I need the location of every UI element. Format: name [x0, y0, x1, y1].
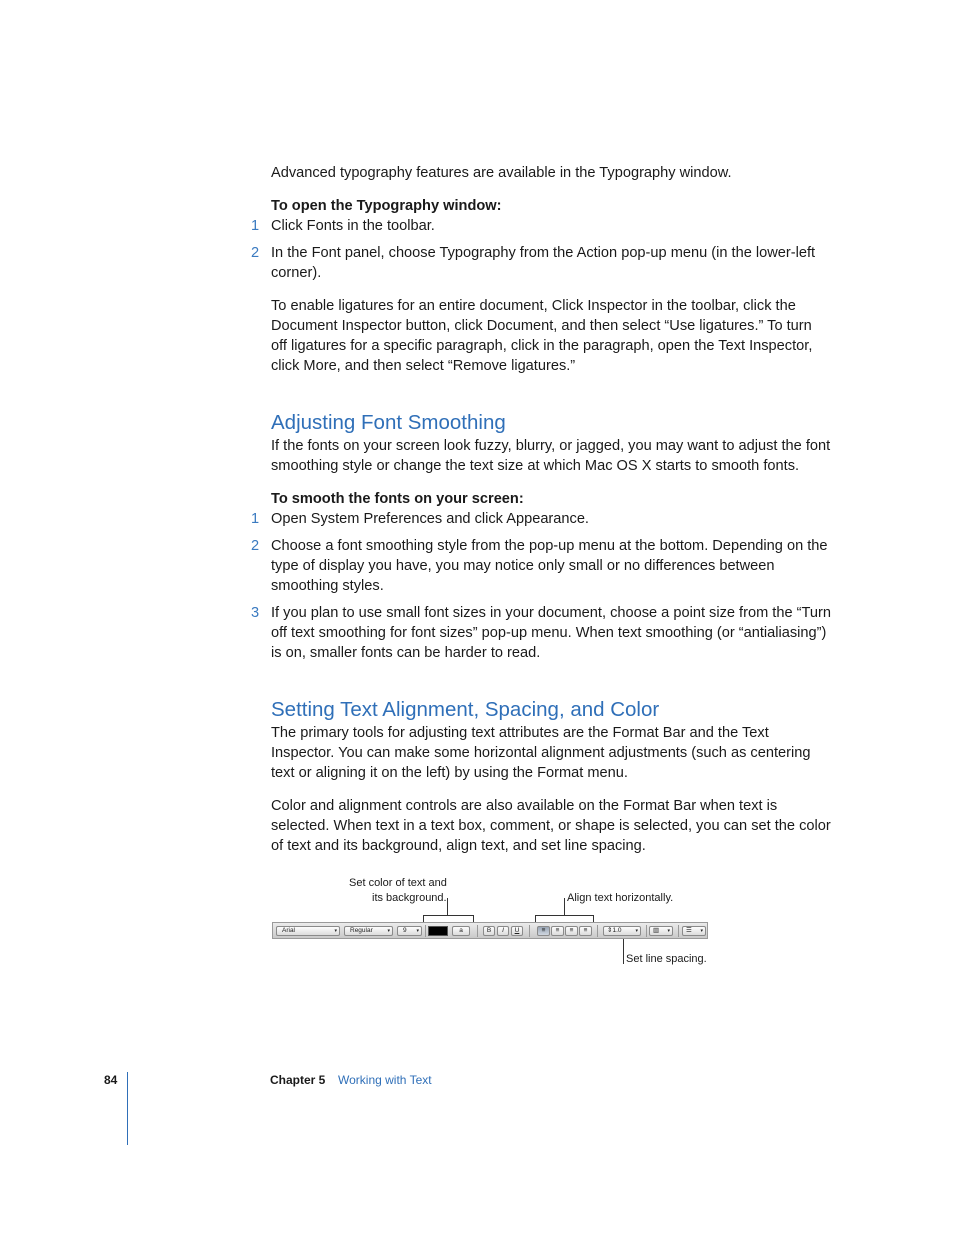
font-style-value: Regular [350, 927, 373, 934]
section-heading-alignment: Setting Text Alignment, Spacing, and Color [271, 698, 660, 721]
chevron-down-icon: ▾ [387, 928, 390, 934]
chevron-down-icon: ▾ [416, 928, 419, 934]
font-family-popup[interactable] [276, 926, 340, 936]
text-color-well[interactable] [428, 926, 448, 936]
section-paragraph: Color and alignment controls are also available on the Format Bar when text is selected. When text in a text box, comment, or shape is selected, you can set the color of text and its background, align text, and set line spacing. [271, 798, 831, 854]
list-popup[interactable] [682, 926, 706, 936]
callout-spacing: Set line spacing. [626, 953, 707, 965]
toolbar-separator [646, 925, 647, 937]
align-right-icon: ≡ [569, 927, 574, 934]
chevron-down-icon: ▾ [667, 928, 670, 934]
smoothing-steps-heading: To smooth the fonts on your screen: [271, 491, 524, 507]
step-text: Click Fonts in the toolbar. [271, 218, 435, 234]
align-justify-icon: ≡ [583, 927, 588, 934]
columns-popup[interactable] [649, 926, 673, 936]
toolbar-separator [678, 925, 679, 937]
page-number: 84 [104, 1073, 118, 1087]
align-center-icon: ≡ [555, 927, 560, 934]
chevron-down-icon: ▾ [334, 928, 337, 934]
font-size-value: 9 [403, 927, 407, 934]
underline-button[interactable]: U [511, 926, 523, 936]
chevron-down-icon: ▾ [635, 928, 638, 934]
toolbar-separator [477, 925, 478, 937]
footer-rule [127, 1072, 128, 1145]
step-number: 1 [251, 511, 260, 527]
align-left-icon: ≡ [541, 927, 546, 934]
callout-align: Align text horizontally. [567, 892, 674, 904]
format-bar [272, 922, 708, 939]
align-justify-button[interactable] [579, 926, 592, 936]
step-number: 2 [251, 245, 260, 261]
callout-leader [564, 898, 565, 915]
toolbar-separator [597, 925, 598, 937]
align-left-button[interactable] [537, 926, 550, 936]
callout-leader [447, 898, 448, 915]
chapter-title: Working with Text [338, 1073, 432, 1087]
step-number: 3 [251, 605, 260, 621]
font-size-popup[interactable] [397, 926, 422, 936]
step-number: 1 [251, 218, 260, 234]
chapter-label: Chapter 5 [270, 1073, 326, 1087]
section-paragraph: The primary tools for adjusting text attributes are the Format Bar and the Text Inspector. You can make some horizontal alignment adjustments (such as centering text or aligning it on the left) by using the Format menu. [271, 725, 811, 781]
section-heading-font-smoothing: Adjusting Font Smoothing [271, 411, 506, 434]
callout-color-line2: its background. [372, 892, 447, 904]
step-text: If you plan to use small font sizes in your document, choose a point size from the “Turn off text smoothing for font sizes” pop-up menu. When text smoothing (or “antialiasing”) is on, smaller fonts can be harder to read. [271, 605, 831, 661]
ligatures-paragraph: To enable ligatures for an entire document, Click Inspector in the toolbar, click the Document Inspector button, click Document, and then select “Use ligatures.” To turn off ligatures for a specific paragraph, click in the paragraph, open the Text Inspector, click More, and then select “Remove ligatures.” [271, 298, 813, 374]
line-spacing-popup[interactable] [603, 926, 641, 936]
bold-button[interactable]: B [483, 926, 495, 936]
typography-steps-heading: To open the Typography window: [271, 198, 502, 214]
chevron-down-icon: ▾ [700, 928, 703, 934]
list-icon: ☰ [686, 927, 692, 934]
align-right-button[interactable] [565, 926, 578, 936]
step-number: 2 [251, 538, 260, 554]
font-family-value: Arial [282, 927, 296, 934]
italic-button[interactable]: I [497, 926, 509, 936]
background-color-button[interactable]: a [452, 926, 470, 936]
font-style-popup[interactable] [344, 926, 393, 936]
section-paragraph: If the fonts on your screen look fuzzy, blurry, or jagged, you may want to adjust the font smoothing style or change the text size at which Mac OS X starts to smooth fonts. [271, 438, 831, 474]
callout-color-line1: Set color of text and [349, 877, 447, 889]
step-text: In the Font panel, choose Typography from the Action pop-up menu (in the lower-left corner). [271, 245, 816, 281]
step-text: Choose a font smoothing style from the pop-up menu at the bottom. Depending on the type of display you have, you may notice only small or no differences between smoothing styles. [271, 538, 828, 594]
step-text: Open System Preferences and click Appearance. [271, 511, 589, 527]
toolbar-separator [529, 925, 530, 937]
intro-paragraph: Advanced typography features are available in the Typography window. [271, 165, 732, 181]
line-spacing-value: 1.0 [612, 927, 622, 934]
line-spacing-icon: ⇕ [607, 927, 613, 934]
align-center-button[interactable] [551, 926, 564, 936]
columns-icon: ▥ [653, 927, 660, 934]
toolbar-separator [425, 925, 426, 937]
